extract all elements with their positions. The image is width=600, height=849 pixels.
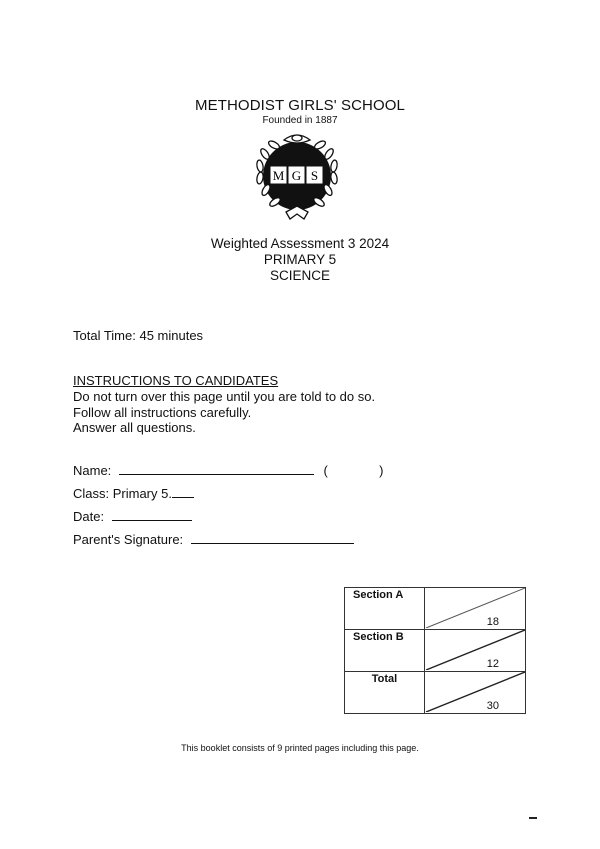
score-table: [344, 587, 526, 714]
total-time: Total Time: 45 minutes: [73, 328, 204, 343]
instructions-list: [73, 389, 375, 436]
assessment-info: [0, 236, 600, 284]
class-input-line[interactable]: [172, 496, 194, 498]
table-row: [345, 588, 526, 630]
index-paren-open: (: [323, 463, 328, 478]
total-label: Total: [345, 672, 425, 714]
crest-letter-g: G: [291, 168, 302, 183]
section-a-max: 18: [486, 616, 499, 628]
crest-letter-s: S: [310, 168, 319, 183]
section-b-max: 12: [486, 658, 499, 670]
page-count-note: This booklet consists of 9 printed pages including this page.: [181, 743, 419, 753]
founded-year: Founded in 1887: [262, 115, 338, 126]
school-name: METHODIST GIRLS' SCHOOL: [195, 97, 405, 114]
section-a-label: Section A: [345, 588, 425, 630]
scan-mark: [529, 817, 537, 819]
class-label: Class: Primary 5.: [73, 486, 172, 501]
assessment-level: PRIMARY 5: [263, 252, 337, 267]
instruction-line: Do not turn over this page until you are told to do so.: [73, 389, 376, 404]
signature-field: [73, 532, 354, 547]
signature-input-line[interactable]: [191, 542, 354, 544]
total-score-cell[interactable]: [425, 672, 526, 714]
name-label: Name:: [73, 463, 112, 478]
assessment-subject: SCIENCE: [269, 268, 330, 283]
name-field: [73, 463, 383, 478]
table-row: [345, 630, 526, 672]
signature-label: Parent's Signature:: [73, 532, 184, 547]
section-a-score-cell[interactable]: [425, 588, 526, 630]
instructions-title: INSTRUCTIONS TO CANDIDATES: [73, 373, 279, 388]
assessment-title: Weighted Assessment 3 2024: [210, 236, 390, 251]
instruction-line: Answer all questions.: [73, 420, 196, 435]
name-input-line[interactable]: [119, 473, 314, 475]
date-input-line[interactable]: [112, 519, 192, 521]
date-label: Date:: [73, 509, 105, 524]
instruction-line: Follow all instructions carefully.: [73, 404, 252, 420]
total-max: 30: [486, 700, 499, 712]
school-crest-icon: [246, 126, 348, 224]
crest-letter-m: M: [272, 168, 285, 183]
class-field: [73, 486, 194, 501]
section-b-label: Section B: [345, 630, 425, 672]
index-paren-close: ): [379, 463, 384, 478]
date-field: [73, 509, 192, 524]
table-row: [345, 672, 526, 714]
section-b-score-cell[interactable]: [425, 630, 526, 672]
